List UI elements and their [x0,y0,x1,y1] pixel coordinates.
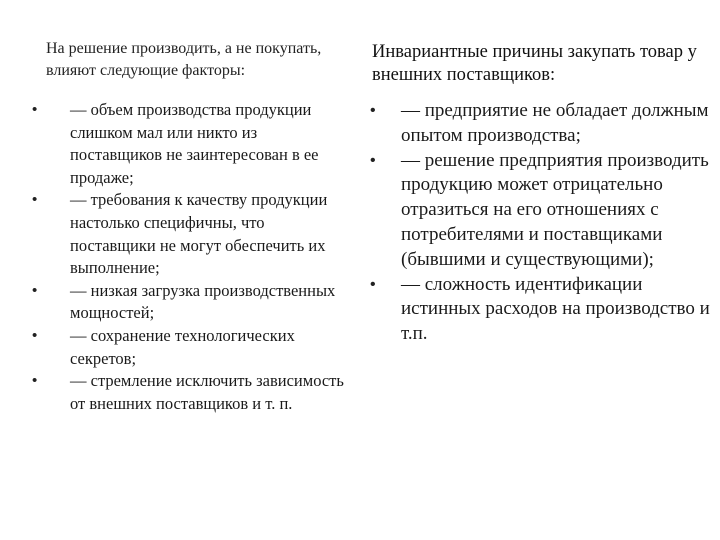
list-item [30,99,350,189]
list-item-text: — стремление исключить зависимость от внешних поставщиков и т. п. [70,371,344,413]
list-item-text: — низкая загрузка производственных мощностей; [70,280,336,323]
bullet-icon: • [32,281,38,299]
bullet-icon: • [32,101,38,118]
left-heading: На решение производить, а не покупать, влияют следующие факторы: [46,40,322,79]
bullet-icon: • [32,191,38,209]
list-item-text: — требования к качеству продукции настолько специфичны, что поставщики не могут обеспечить их выполнение; [70,190,328,278]
list-item-text: — сложность идентификации истинных расходов на производство и т.п. [401,273,710,345]
list-item-text: — объем производства продукции слишком мал или никто из поставщиков не заинтересован в ее продаже; [70,100,319,187]
list-item-text: — решение предприятия производить продукцию может отрицательно отразиться на его отношениях с потребителями и поставщиками (бывшими и существующими); [401,149,709,270]
list-item [30,325,350,370]
list-item [30,370,350,415]
list-item [366,273,711,347]
bullet-icon: • [370,102,376,119]
list-item [30,280,350,325]
bullet-icon: • [32,326,38,344]
bullet-icon: • [370,151,376,169]
right-heading: Инвариантные причины закупать товар у внешних поставщиков: [372,42,697,85]
bullet-icon: • [32,372,38,390]
left-factor-list [30,99,350,415]
list-item [30,189,350,279]
list-item [366,149,711,273]
bullet-icon: • [370,275,376,293]
list-item-text: — предприятие не обладает должным опытом производства; [401,100,709,146]
list-item [366,99,711,149]
list-item-text: — сохранение технологических секретов; [70,325,295,368]
right-reason-list [366,99,711,347]
